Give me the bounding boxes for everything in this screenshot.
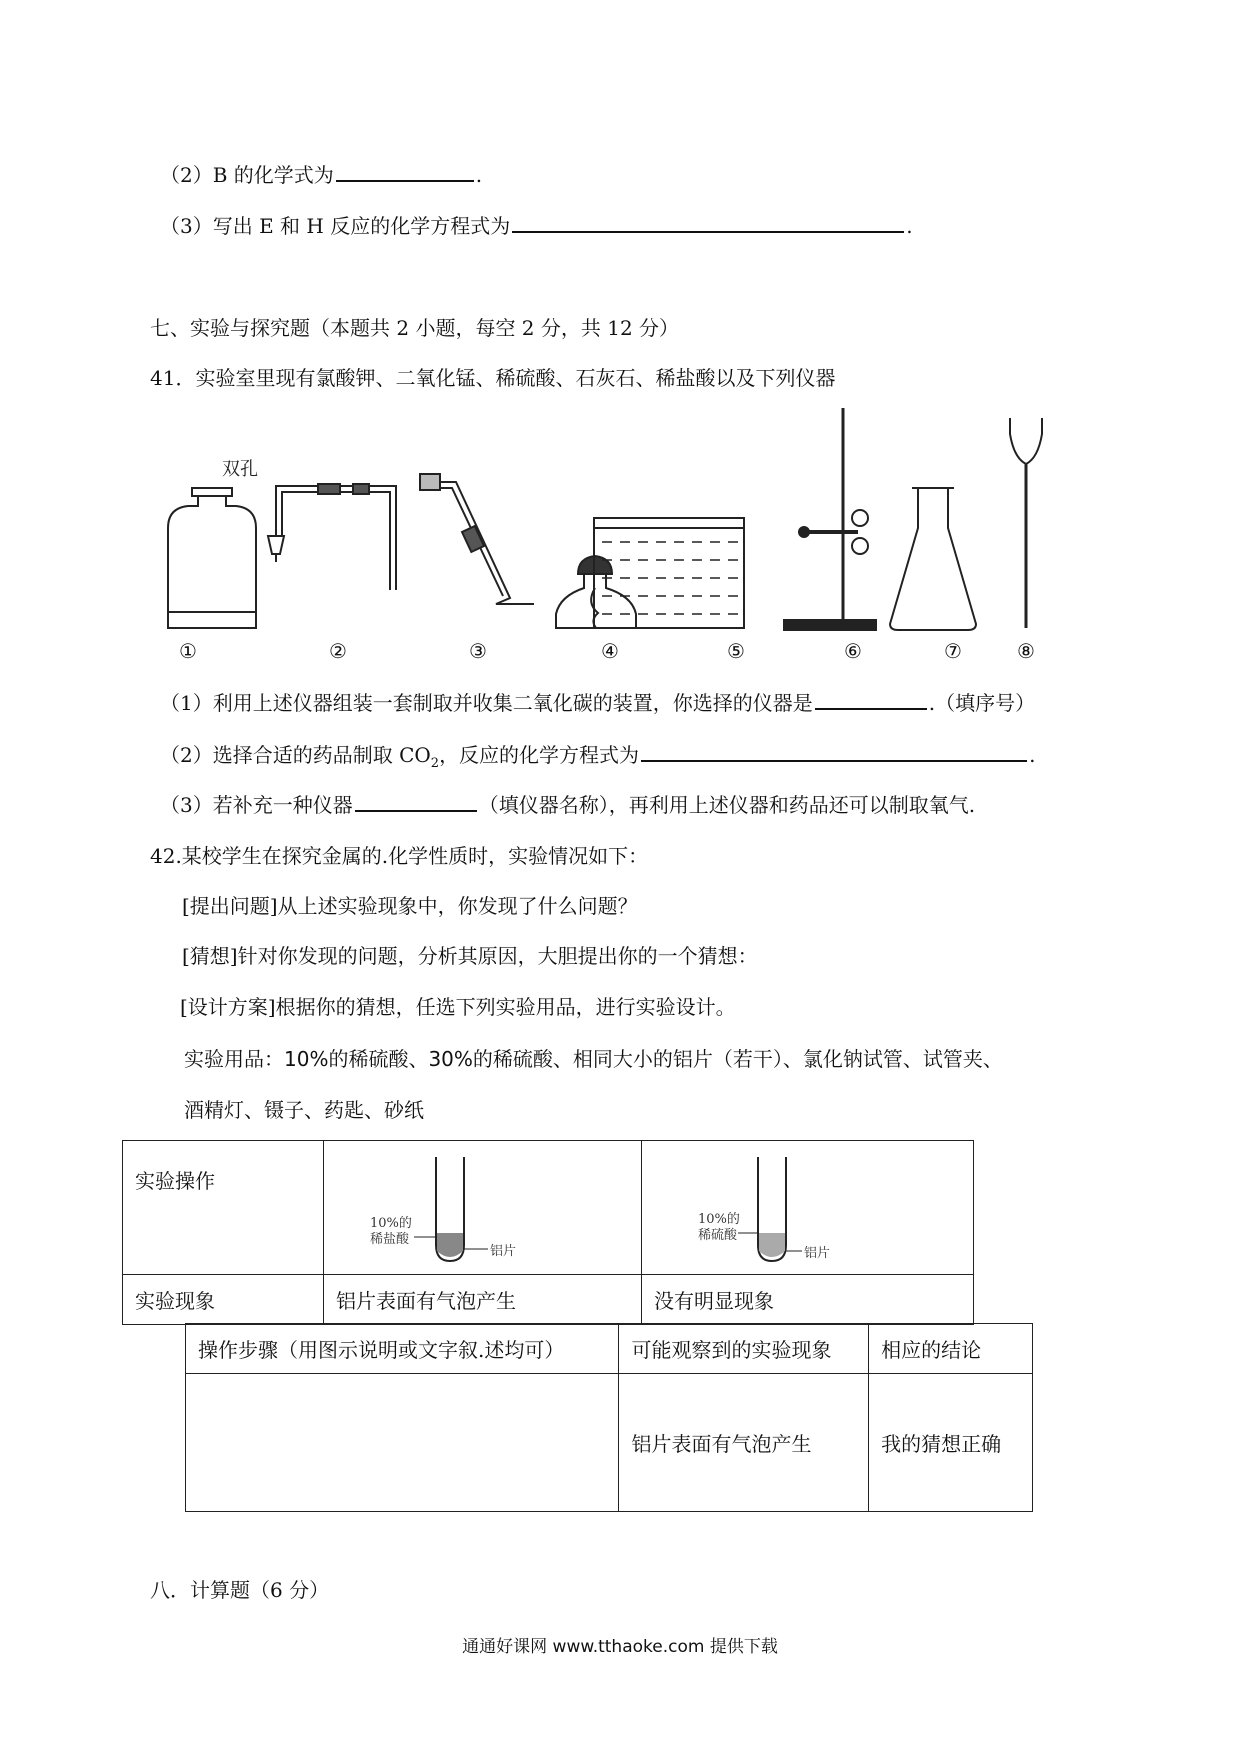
iron-stand-icon [784, 408, 876, 630]
answer-blank[interactable] [815, 688, 927, 710]
bent-delivery-tube-icon [268, 484, 396, 590]
apparatus-number: ⑤ [727, 639, 745, 660]
apparatus-number: ③ [469, 639, 487, 660]
section8-title: 八．计算题（6 分） [150, 1578, 330, 1602]
table-row [123, 1275, 974, 1325]
q41-stem: 41．实验室里现有氯酸钾、二氧化锰、稀硫酸、石灰石、稀盐酸以及下列仪器 [150, 366, 836, 390]
table-cell [642, 1141, 974, 1275]
apparatus-number: ⑧ [1017, 639, 1035, 660]
table-row [186, 1324, 1033, 1374]
table-cell: 实验现象 [123, 1275, 324, 1325]
q42-guess: [猜想]针对你发现的问题，分析其原因，大胆提出你的一个猜想： [182, 944, 758, 968]
long-delivery-tube-icon [420, 474, 534, 604]
apparatus-number: ⑥ [844, 639, 862, 660]
alcohol-lamp-icon [556, 556, 636, 628]
experiment-table [122, 1140, 974, 1325]
test-tube-hcl-figure [336, 1141, 626, 1269]
svg-text:稀盐酸: 稀盐酸 [370, 1232, 410, 1247]
table-header-cell: 可能观察到的实验现象 [619, 1324, 869, 1374]
q41-part2: （2）选择合适的药品制取 $CO_2$，反应的化学方程式为 . [160, 740, 1035, 778]
long-neck-funnel-icon [1010, 418, 1042, 628]
svg-text:10%的: 10%的 [370, 1216, 412, 1231]
apparatus-figure [148, 408, 1088, 660]
table-header-cell: 相应的结论 [869, 1324, 1033, 1374]
answer-blank[interactable] [355, 790, 477, 812]
test-tube-h2so4-figure [654, 1141, 954, 1269]
apparatus-number: ④ [601, 639, 619, 660]
table-cell: 铝片表面有气泡产生 [324, 1275, 642, 1325]
two-hole-label: 双孔 [222, 459, 258, 480]
q41-part3: （3）若补充一种仪器 （填仪器名称），再利用上述仪器和药品还可以制取氧气. [160, 790, 975, 819]
table-cell: 没有明显现象 [642, 1275, 974, 1325]
answer-cell[interactable] [186, 1374, 619, 1512]
svg-text:铝片: 铝片 [490, 1244, 517, 1259]
conical-flask-icon [890, 488, 976, 630]
apparatus-number: ⑦ [944, 639, 962, 660]
water-trough-icon [594, 518, 744, 628]
answer-blank[interactable] [641, 740, 1027, 762]
q40-part2: （2）B 的化学式为 . [160, 160, 482, 189]
svg-text:稀硫酸: 稀硫酸 [698, 1228, 738, 1243]
q40-part3: （3）写出 E 和 H 反应的化学方程式为 . [160, 211, 913, 240]
table-cell: 铝片表面有气泡产生 [619, 1374, 869, 1512]
answer-blank[interactable] [336, 160, 474, 182]
svg-text:铝片: 铝片 [804, 1246, 831, 1261]
table-cell [324, 1141, 642, 1275]
answer-blank[interactable] [512, 211, 904, 233]
apparatus-number: ② [329, 639, 347, 660]
section7-title: 七、实验与探究题（本题共 2 小题，每空 2 分，共 12 分） [150, 316, 680, 340]
q42-design: [设计方案]根据你的猜想，任选下列实验用品，进行实验设计。 [180, 995, 736, 1019]
design-table [185, 1323, 1033, 1512]
svg-text:10%的: 10%的 [698, 1212, 740, 1227]
table-cell: 我的猜想正确 [869, 1374, 1033, 1512]
q41-part1: （1）利用上述仪器组装一套制取并收集二氧化碳的装置，你选择的仪器是 .（填序号） [160, 688, 1035, 717]
apparatus-number: ① [179, 639, 197, 660]
table-cell: 实验操作 [123, 1141, 324, 1275]
page-footer: 通通好课网 www.tthaoke.com 提供下载 [462, 1637, 778, 1657]
table-header-cell: 操作步骤（用图示说明或文字叙.述均可） [186, 1324, 619, 1374]
gas-bottle-icon [168, 488, 256, 628]
table-row [123, 1141, 974, 1275]
q42-supplies-2: 酒精灯、镊子、药匙、砂纸 [184, 1098, 424, 1122]
table-row [186, 1374, 1033, 1512]
q42-stem: 42.某校学生在探究金属的.化学性质时，实验情况如下： [150, 844, 649, 868]
q42-supplies-1: 实验用品：10%的稀硫酸、30%的稀硫酸、相同大小的铝片（若干）、氯化钠试管、试管夹、 [184, 1047, 1003, 1071]
q42-raise-question: [提出问题]从上述实验现象中，你发现了什么问题？ [182, 894, 638, 918]
